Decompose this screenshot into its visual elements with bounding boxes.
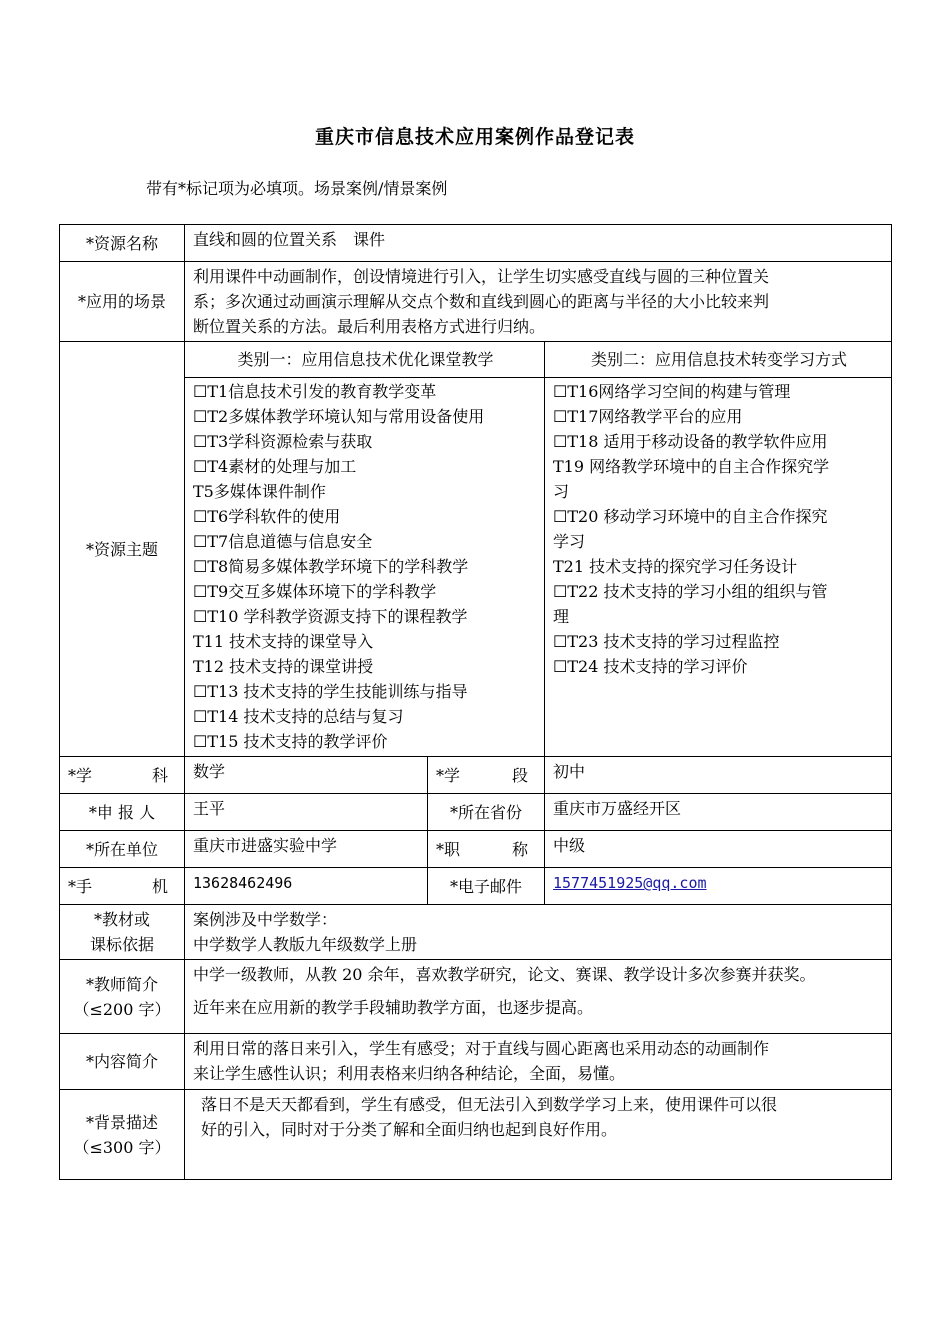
topic-item: ☐T7信息道德与信息安全	[193, 532, 373, 551]
registration-form-table	[59, 224, 892, 1180]
category-two-list	[545, 378, 892, 757]
scene-value	[185, 262, 892, 342]
topic-item: ☐T4素材的处理与加工	[193, 457, 357, 476]
row-applicant	[60, 794, 892, 831]
category-one-list	[185, 378, 545, 757]
row-content-intro	[60, 1034, 892, 1090]
unit-label: *所在单位	[60, 831, 185, 868]
applicant-value: 王平	[185, 794, 428, 831]
scene-line: 断位置关系的方法。最后利用表格方式进行归纳。	[193, 317, 546, 336]
teacher-intro-value: 中学一级教师，从教 20 余年，喜欢教学研究，论文、赛课、教学设计多次参赛并获奖。 近年来在应用新的教学手段辅助教学方面，也逐步提高。	[185, 960, 892, 1034]
topic-item: T19 网络教学环境中的自主合作探究学	[553, 457, 830, 476]
scene-line: 利用课件中动画制作，创设情境进行引入，让学生切实感受直线与圆的三种位置关	[193, 267, 770, 286]
topic-item: 习	[553, 482, 570, 501]
topic-item: ☐T14 技术支持的总结与复习	[193, 707, 404, 726]
textbook-label: *教材或 课标依据	[60, 905, 185, 960]
content-intro-label: *内容简介	[60, 1034, 185, 1090]
topic-item: ☐T16网络学习空间的构建与管理	[553, 382, 791, 401]
row-subject	[60, 757, 892, 794]
phone-label: *手 机	[60, 868, 185, 905]
topic-item: ☐T10 学科教学资源支持下的课程教学	[193, 607, 468, 626]
subtitle-note: 带有*标记项为必填项。场景案例/情景案例	[146, 179, 448, 198]
topic-item: ☐T22 技术支持的学习小组的组织与管	[553, 582, 828, 601]
subject-label: *学 科	[60, 757, 185, 794]
topic-item: ☐T8简易多媒体教学环境下的学科教学	[193, 557, 469, 576]
email-label: *电子邮件	[428, 868, 545, 905]
row-background	[60, 1090, 892, 1180]
category-one-header: 类别一：应用信息技术优化课堂教学	[185, 342, 545, 378]
rank-label: *职 称	[428, 831, 545, 868]
topic-item: T11 技术支持的课堂导入	[193, 632, 374, 651]
topic-item: ☐T20 移动学习环境中的自主合作探究	[553, 507, 828, 526]
topic-item: ☐T23 技术支持的学习过程监控	[553, 632, 780, 651]
textbook-value: 案例涉及中学数学： 中学数学人教版九年级数学上册	[185, 905, 892, 960]
row-unit	[60, 831, 892, 868]
row-topic-lists	[60, 378, 892, 757]
topic-item: ☐T6学科软件的使用	[193, 507, 341, 526]
rank-value: 中级	[545, 831, 892, 868]
row-scene	[60, 262, 892, 342]
topic-item: ☐T13 技术支持的学生技能训练与指导	[193, 682, 468, 701]
topic-item: ☐T24 技术支持的学习评价	[553, 657, 748, 676]
topic-item: 学习	[553, 532, 586, 551]
topic-label: *资源主题	[60, 342, 185, 757]
topic-item: ☐T2多媒体教学环境认知与常用设备使用	[193, 407, 485, 426]
topic-item: T5多媒体课件制作	[193, 482, 326, 501]
content-intro-value: 利用日常的落日来引入，学生有感受；对于直线与圆心距离也采用动态的动画制作 来让学生感性认识；利用表格来归纳各种结论，全面，易懂。	[185, 1034, 892, 1090]
row-phone	[60, 868, 892, 905]
unit-value: 重庆市进盛实验中学	[185, 831, 428, 868]
phone-value: 13628462496	[185, 868, 428, 905]
page-title: 重庆市信息技术应用案例作品登记表	[314, 126, 635, 148]
subject-value: 数学	[185, 757, 428, 794]
topic-item: T21 技术支持的探究学习任务设计	[553, 557, 798, 576]
scene-label: *应用的场景	[60, 262, 185, 342]
category-two-header: 类别二：应用信息技术转变学习方式	[545, 342, 892, 378]
row-textbook	[60, 905, 892, 960]
topic-item: ☐T15 技术支持的教学评价	[193, 732, 388, 751]
topic-item: ☐T3学科资源检索与获取	[193, 432, 373, 451]
background-value: 落日不是天天都看到，学生有感受，但无法引入到数学学习上来，使用课件可以很 好的引入，同时对于分类了解和全面归纳也起到良好作用。	[185, 1090, 892, 1180]
row-topic-headers	[60, 342, 892, 378]
scene-line: 系；多次通过动画演示理解从交点个数和直线到圆心的距离与半径的大小比较来判	[193, 292, 770, 311]
topic-item: T12 技术支持的课堂讲授	[193, 657, 374, 676]
row-resource-name	[60, 225, 892, 262]
province-value: 重庆市万盛经开区	[545, 794, 892, 831]
topic-item: ☐T17网络教学平台的应用	[553, 407, 743, 426]
topic-item: ☐T9交互多媒体环境下的学科教学	[193, 582, 437, 601]
topic-item: 理	[553, 607, 570, 626]
teacher-intro-label: *教师简介 （≤200 字）	[60, 960, 185, 1034]
topic-item: ☐T1信息技术引发的教育教学变革	[193, 382, 437, 401]
stage-label: *学 段	[428, 757, 545, 794]
resource-name-value: 直线和圆的位置关系 课件	[185, 225, 892, 262]
stage-value: 初中	[545, 757, 892, 794]
email-link[interactable]: 1577451925@qq.com	[553, 874, 707, 892]
topic-item: ☐T18 适用于移动设备的教学软件应用	[553, 432, 828, 451]
applicant-label: *申 报 人	[60, 794, 185, 831]
email-cell	[545, 868, 892, 905]
province-label: *所在省份	[428, 794, 545, 831]
row-teacher-intro	[60, 960, 892, 1034]
resource-name-label: *资源名称	[60, 225, 185, 262]
background-label: *背景描述 （≤300 字）	[60, 1090, 185, 1180]
